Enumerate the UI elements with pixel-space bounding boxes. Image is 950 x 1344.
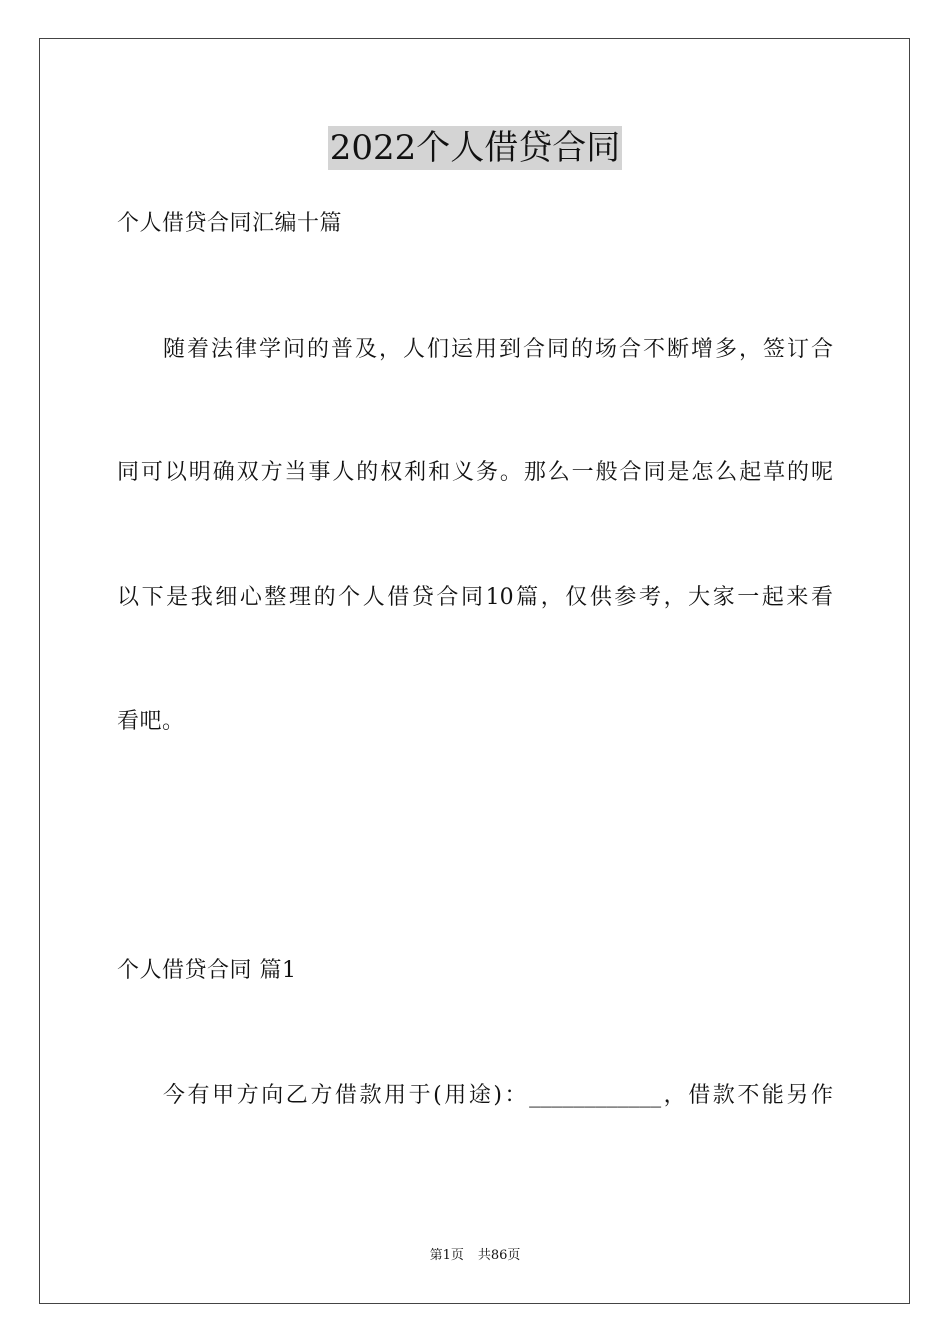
- intro-line-3: 以下是我细心整理的个人借贷合同10篇，仅供参考，大家一起来看: [117, 585, 833, 610]
- intro-line-1: 随着法律学问的普及，人们运用到合同的场合不断增多，签订合: [163, 337, 833, 362]
- section-heading: 个人借贷合同 篇1: [117, 958, 297, 983]
- page-total: 共86页: [477, 1248, 521, 1263]
- body-line-1: 今有甲方向乙方借款用于(用途)：____________，借款不能另作: [163, 1083, 833, 1108]
- page-footer: [0, 1248, 950, 1264]
- intro-line-2: 同可以明确双方当事人的权利和义务。那么一般合同是怎么起草的呢: [117, 460, 833, 485]
- title-container: [0, 126, 950, 170]
- intro-line-4: 看吧。: [117, 709, 185, 734]
- page-number: 第1页: [429, 1248, 464, 1263]
- document-subtitle: 个人借贷合同汇编十篇: [117, 211, 343, 236]
- document-title: 2022个人借贷合同: [329, 128, 621, 168]
